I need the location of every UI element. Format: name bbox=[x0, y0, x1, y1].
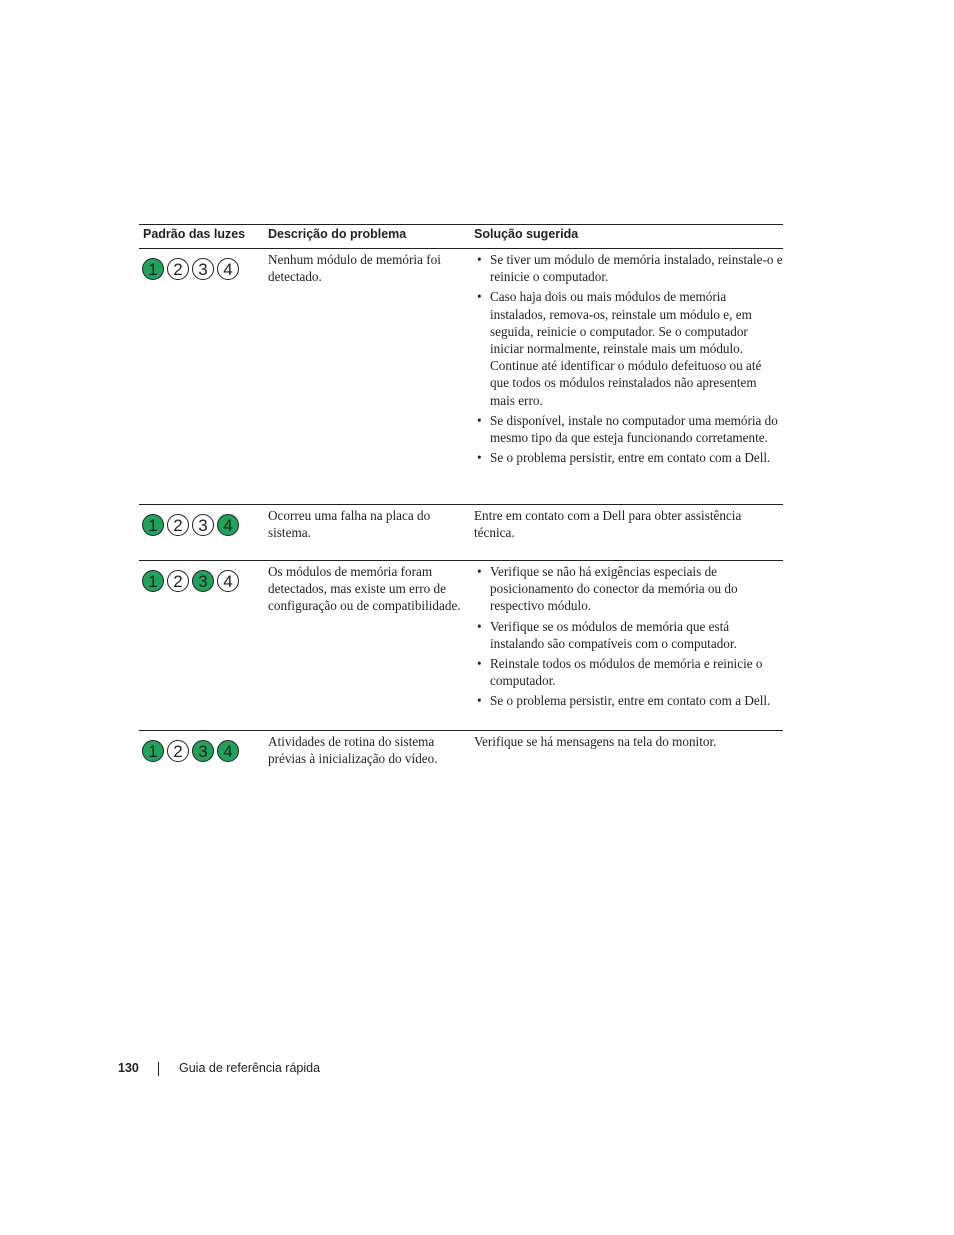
page-number: 130 bbox=[118, 1061, 139, 1075]
diagnostic-light-1: 1 bbox=[142, 740, 164, 762]
diagnostic-light-1: 1 bbox=[142, 258, 164, 280]
diagnostic-light-2: 2 bbox=[167, 570, 189, 592]
problem-description: Atividades de rotina do sistema prévias à inicialização do vídeo. bbox=[268, 734, 438, 767]
suggested-solution bbox=[474, 561, 783, 713]
diagnostic-light-2: 2 bbox=[167, 258, 189, 280]
table-header bbox=[139, 224, 783, 249]
footer-separator bbox=[158, 1062, 159, 1076]
diagnostic-light-1: 1 bbox=[142, 514, 164, 536]
solution-item: • Verifique se não há exigências especiais de posicionamento do conector da memória ou do respectivo módulo. bbox=[474, 563, 783, 615]
solution-item: • Se o problema persistir, entre em contato com a Dell. bbox=[474, 449, 783, 466]
light-pattern bbox=[142, 514, 239, 536]
problem-description: Os módulos de memória foram detectados, mas existe um erro de configuração ou de compatibilidade. bbox=[268, 564, 461, 614]
solution-item: • Se tiver um módulo de memória instalado, reinstale-o e reinicie o computador. bbox=[474, 251, 783, 285]
diagnostic-light-4: 4 bbox=[217, 258, 239, 280]
diagnostic-light-3: 3 bbox=[192, 570, 214, 592]
diagnostic-light-1: 1 bbox=[142, 570, 164, 592]
diagnostic-light-3: 3 bbox=[192, 514, 214, 536]
diagnostic-light-3: 3 bbox=[192, 740, 214, 762]
diagnostic-light-2: 2 bbox=[167, 514, 189, 536]
table-row bbox=[139, 249, 783, 505]
solution-item: • Verifique se os módulos de memória que está instalando são compatíveis com o computador. bbox=[474, 618, 783, 652]
header-problem-description: Descrição do problema bbox=[268, 227, 407, 241]
suggested-solution bbox=[474, 249, 783, 469]
problem-description: Nenhum módulo de memória foi detectado. bbox=[268, 252, 441, 285]
solution-item: • Se o problema persistir, entre em contato com a Dell. bbox=[474, 692, 783, 709]
header-suggested-solution: Solução sugerida bbox=[474, 227, 579, 241]
problem-description: Ocorreu uma falha na placa do sistema. bbox=[268, 508, 431, 541]
diagnostic-light-4: 4 bbox=[217, 570, 239, 592]
header-light-pattern: Padrão das luzes bbox=[143, 227, 246, 241]
diagnostic-lights-table bbox=[139, 224, 783, 773]
diagnostic-light-3: 3 bbox=[192, 258, 214, 280]
solution-item: • Reinstale todos os módulos de memória e reinicie o computador. bbox=[474, 655, 783, 689]
suggested-solution: Verifique se há mensagens na tela do monitor. bbox=[474, 734, 717, 749]
diagnostic-light-4: 4 bbox=[217, 514, 239, 536]
solution-item: • Se disponível, instale no computador uma memória do mesmo tipo da que esteja funcionando corretamente. bbox=[474, 412, 783, 446]
diagnostic-light-4: 4 bbox=[217, 740, 239, 762]
footer-title: Guia de referência rápida bbox=[179, 1061, 321, 1075]
table-row bbox=[139, 561, 783, 731]
light-pattern bbox=[142, 570, 239, 592]
light-pattern bbox=[142, 740, 239, 762]
table-row bbox=[139, 731, 783, 773]
suggested-solution: Entre em contato com a Dell para obter assistência técnica. bbox=[474, 508, 742, 541]
diagnostic-light-2: 2 bbox=[167, 740, 189, 762]
solution-item: • Caso haja dois ou mais módulos de memória instalados, remova-os, reinstale um módulo e, em seguida, reinicie o computador. Se o computador iniciar normalmente, reinstale mais um módulo. Continue até identificar o módulo defeituoso ou até que todos os módulos reinstalados não apresentem mais erro. bbox=[474, 288, 783, 408]
table-row bbox=[139, 505, 783, 561]
light-pattern bbox=[142, 258, 239, 280]
